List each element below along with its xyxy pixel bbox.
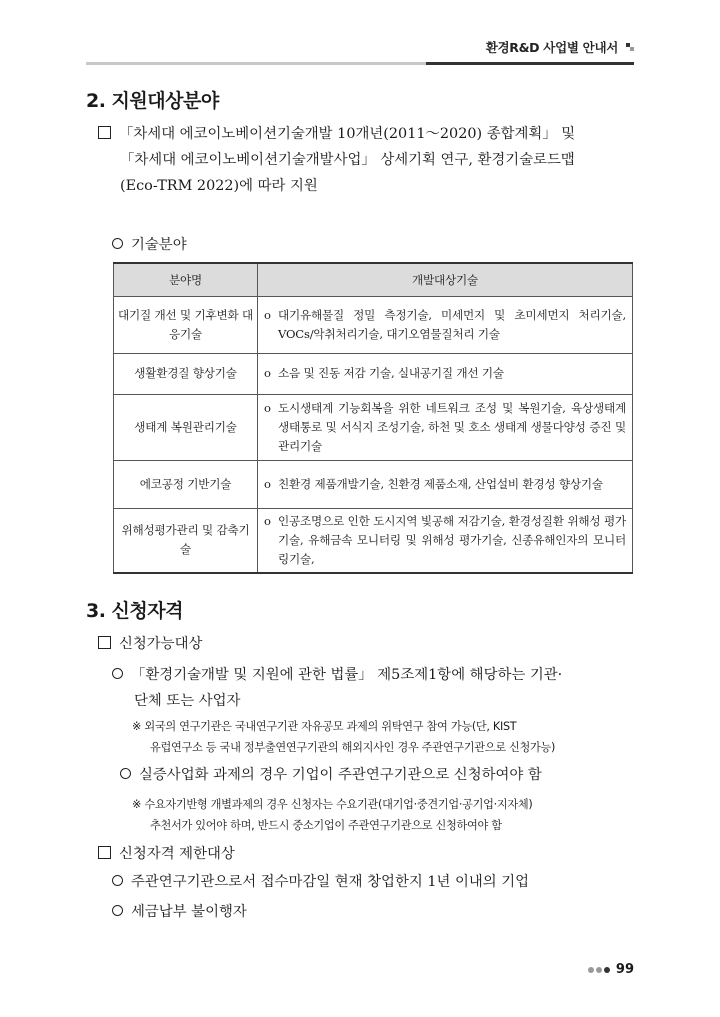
circle-bullet-icon bbox=[112, 905, 123, 916]
section2-subheading: 기술분야 bbox=[112, 232, 187, 258]
eligible-item-1: 「환경기술개발 및 지원에 관한 법률」 제5조제1항에 해당하는 기관· 단체 또는 사업자 bbox=[112, 662, 642, 714]
table-cell-desc: o 친환경 제품개발기술, 친환경 제품소재, 산업설비 환경성 향상기술 bbox=[258, 460, 633, 508]
section2-heading: 2. 지원대상분야 bbox=[86, 90, 219, 112]
table-row bbox=[114, 508, 633, 573]
circle-bullet-icon bbox=[112, 238, 123, 249]
table-cell-category: 에코공정 기반기술 bbox=[114, 460, 258, 508]
table-header-row bbox=[114, 263, 633, 296]
eligible-note-2: ※ 수요자기반형 개별과제의 경우 신청자는 수요기관(대기업·중견기업·공기업·지자체) 추천서가 있어야 하며, 반드시 중소기업이 주관연구기관으로 신청하여야 함 bbox=[132, 798, 533, 832]
table-cell-category: 대기질 개선 및 기후변화 대응기술 bbox=[114, 296, 258, 353]
circle-bullet-icon bbox=[120, 768, 131, 779]
eligible-note-1: ※ 외국의 연구기관은 국내연구기관 자유공모 과제의 위탁연구 참여 가능(단, KIST 유럽연구소 등 국내 정부출연연구기관의 해외지사인 경우 주관연구기관으로 신청가능) bbox=[132, 720, 556, 754]
table-row bbox=[114, 394, 633, 460]
table-cell-category: 생활환경질 향상기술 bbox=[114, 353, 258, 394]
section2-intro-line-3: (Eco-TRM 2022)에 따라 지원 bbox=[120, 178, 318, 194]
header-mark-icon bbox=[626, 43, 634, 51]
checkbox-square-icon bbox=[98, 846, 111, 859]
eligible-heading: 신청가능대상 bbox=[98, 631, 202, 657]
circle-bullet-icon bbox=[112, 875, 123, 886]
running-header bbox=[486, 38, 634, 56]
page-number-text: 99 bbox=[615, 962, 634, 977]
table-row bbox=[114, 296, 633, 353]
tech-table bbox=[113, 262, 633, 574]
checkbox-square-icon bbox=[98, 126, 111, 139]
circle-bullet-icon bbox=[112, 668, 123, 679]
table-header-cell: 개발대상기술 bbox=[258, 263, 633, 296]
table-cell-desc: o 인공조명으로 인한 도시지역 빛공해 저감기술, 환경성질환 위해성 평가기술, 유해금속 모니터링 및 위해성 평가기술, 신종유해인자의 모니터링기술, bbox=[258, 508, 633, 573]
header-title: 환경R&D 사업별 안내서 bbox=[485, 40, 618, 55]
eligible-item-2: 실증사업화 과제의 경우 기업이 주관연구기관으로 신청하여야 함 bbox=[120, 762, 640, 788]
table-cell-desc: o 소음 및 진동 저감 기술, 실내공기질 개선 기술 bbox=[258, 353, 633, 394]
table-cell-category: 위해성평가관리 및 감축기술 bbox=[114, 508, 258, 573]
checkbox-square-icon bbox=[98, 636, 111, 649]
table-row bbox=[114, 353, 633, 394]
page-number bbox=[588, 962, 634, 977]
header-rule bbox=[86, 62, 634, 65]
restricted-heading: 신청자격 제한대상 bbox=[98, 841, 235, 867]
table-cell-desc: o 대기유해물질 정밀 측정기술, 미세먼지 및 초미세먼지 처리기술, VOCs/악취처리기술, 대기오염물질처리 기술 bbox=[258, 296, 633, 353]
table-row bbox=[114, 460, 633, 508]
restricted-item-2: 세금납부 불이행자 bbox=[112, 899, 632, 925]
table-cell-desc: o 도시생태계 기능회복을 위한 네트워크 조성 및 복원기술, 육상생태계 생태통로 및 서식지 조성기술, 하천 및 호소 생태계 생물다양성 증진 및 관리기술 bbox=[258, 394, 633, 460]
table-header-cell: 분야명 bbox=[114, 263, 258, 296]
section2-intro-line-2: 「차세대 에코이노베이션기술개발사업」 상세기획 연구, 환경기술로드맵 bbox=[120, 152, 575, 168]
page-dots-icon bbox=[588, 967, 610, 973]
table-cell-category: 생태계 복원관리기술 bbox=[114, 394, 258, 460]
restricted-item-1: 주관연구기관으로서 접수마감일 현재 창업한지 1년 이내의 기업 bbox=[112, 869, 632, 895]
section3-heading: 3. 신청자격 bbox=[86, 600, 183, 622]
section2-intro bbox=[98, 121, 638, 199]
section2-intro-line-1: 「차세대 에코이노베이션기술개발 10개년(2011～2020) 종합계획」 및 bbox=[98, 121, 638, 147]
